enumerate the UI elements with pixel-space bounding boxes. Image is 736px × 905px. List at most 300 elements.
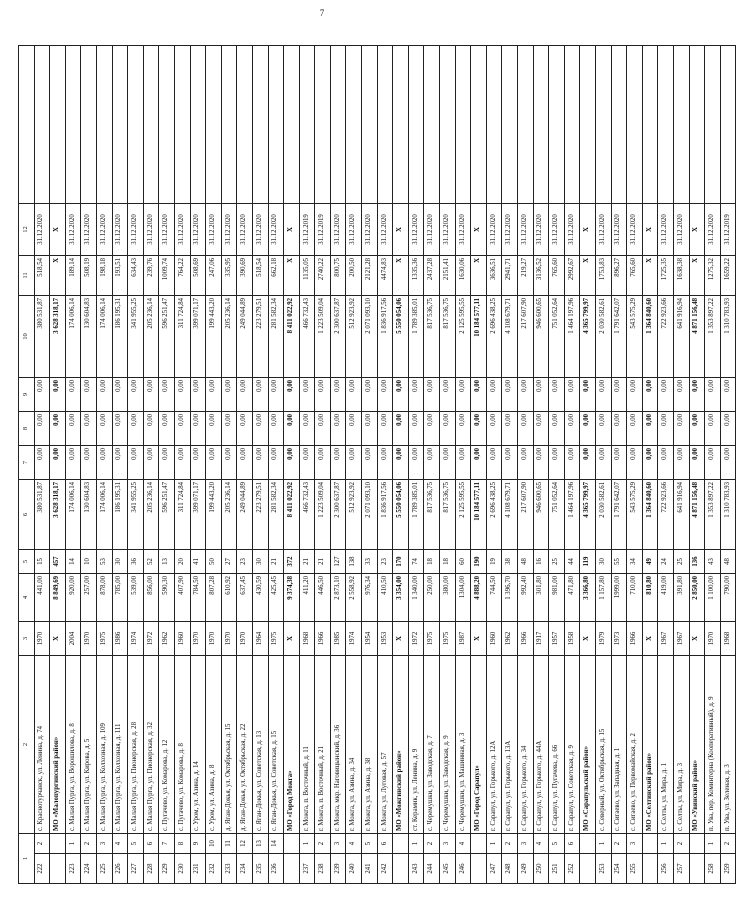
table-cell: 0,00: [658, 446, 674, 480]
table-cell: 0,00: [471, 378, 487, 412]
table-cell: 0,00: [471, 446, 487, 480]
table-cell: 0,00: [533, 378, 549, 412]
table-cell: 1985: [330, 622, 346, 656]
table-cell: 380,00: [440, 574, 456, 622]
column-number: 3: [19, 622, 35, 656]
table-cell: 3: [627, 834, 643, 854]
blank-cell: [34, 46, 50, 204]
table-cell: 38: [502, 550, 518, 574]
table-cell: 1970: [705, 622, 721, 656]
table-cell: 5: [128, 834, 144, 854]
table-cell: 31.12.2020: [533, 204, 549, 256]
table-cell: 8 411 022,92: [284, 480, 300, 550]
blank-cell: [689, 46, 705, 204]
table-cell: 10: [206, 834, 222, 854]
table-cell: 0,00: [315, 412, 331, 446]
table-row: [362, 46, 378, 884]
table-cell: 241: [362, 854, 378, 884]
table-cell: 0,00: [689, 446, 705, 480]
table-cell: 0,00: [159, 412, 175, 446]
table-cell: 2 071 093,10: [362, 296, 378, 378]
table-cell: 234: [237, 854, 253, 884]
table-cell: 0,00: [362, 446, 378, 480]
table-cell: 0,00: [143, 412, 159, 446]
table-row: [408, 46, 424, 884]
table-cell: 2 696 438,25: [486, 296, 502, 378]
table-cell: 130 604,83: [81, 296, 97, 378]
table-cell: 55: [611, 550, 627, 574]
table-cell: X: [284, 622, 300, 656]
table-cell: 1753,83: [595, 256, 611, 296]
table-cell: 30: [595, 550, 611, 574]
table-cell: 508,19: [81, 256, 97, 296]
table-cell: 0,00: [642, 446, 658, 480]
table-cell: 2992,67: [564, 256, 580, 296]
table-cell: 1960: [486, 622, 502, 656]
blank-cell: [206, 46, 222, 204]
table-cell: 1968: [720, 622, 736, 656]
blank-cell: [174, 46, 190, 204]
table-cell: 1970: [237, 622, 253, 656]
table-cell: 0,00: [518, 446, 534, 480]
table-cell: 981,00: [549, 574, 565, 622]
table-cell: [689, 854, 705, 884]
column-number: 1: [19, 834, 35, 884]
table-cell: 0,00: [362, 412, 378, 446]
table-cell: 471,80: [564, 574, 580, 622]
table-cell: 14: [268, 834, 284, 854]
table-cell: 0,00: [642, 412, 658, 446]
table-cell: 1 791 642,07: [611, 296, 627, 378]
table-cell: 1970: [221, 622, 237, 656]
table-cell: X: [642, 256, 658, 296]
table-cell: с. Малая Пурга, ул. Пионерская, д. 32: [143, 656, 159, 834]
table-cell: 16: [533, 550, 549, 574]
blank-cell: [50, 46, 66, 204]
table-cell: г. Можга, п. Восточный, д. 11: [299, 656, 315, 834]
table-cell: 258: [705, 854, 721, 884]
table-cell: с. Северный, ул. Октябрьская, д. 15: [595, 656, 611, 834]
table-cell: 0,00: [315, 378, 331, 412]
table-cell: 751 052,64: [549, 480, 565, 550]
table-cell: 1725,35: [658, 256, 674, 296]
table-cell: 0,00: [642, 378, 658, 412]
table-cell: 230: [174, 854, 190, 884]
table-cell: 0,00: [159, 446, 175, 480]
table-cell: 1966: [627, 622, 643, 656]
table-cell: 0,00: [128, 446, 144, 480]
table-cell: 1304,00: [455, 574, 471, 622]
table-cell: 31.12.2020: [81, 204, 97, 256]
table-cell: 785,00: [112, 574, 128, 622]
blank-cell: [549, 46, 565, 204]
table-cell: 1009,74: [159, 256, 175, 296]
table-cell: 2740,22: [315, 256, 331, 296]
table-cell: 1 464 197,96: [564, 480, 580, 550]
table-cell: 399 071,17: [190, 480, 206, 550]
table-cell: X: [50, 256, 66, 296]
table-cell: г. Сарапул, ул. Горького, д. 34: [518, 656, 534, 834]
table-cell: 512 923,92: [346, 296, 362, 378]
table-cell: 31.12.2020: [408, 204, 424, 256]
table-cell: 0,00: [284, 412, 300, 446]
table-cell: 7: [159, 834, 175, 854]
table-cell: 18: [440, 550, 456, 574]
table-cell: 1975: [440, 622, 456, 656]
table-cell: 186 195,31: [112, 296, 128, 378]
table-cell: 807,28: [206, 574, 222, 622]
table-cell: с. Сигаево, ул. Первомайская, д. 2: [627, 656, 643, 834]
table-cell: 14: [65, 550, 81, 574]
blank-cell: [611, 46, 627, 204]
table-cell: 0,00: [237, 412, 253, 446]
table-cell: 410,50: [377, 574, 393, 622]
table-row: [190, 46, 206, 884]
table-cell: 817 536,75: [424, 296, 440, 378]
table-cell: 430,59: [252, 574, 268, 622]
table-cell: 0,00: [128, 412, 144, 446]
table-cell: 0,00: [50, 446, 66, 480]
table-cell: 23: [377, 550, 393, 574]
table-cell: 446,50: [315, 574, 331, 622]
table-cell: 764,22: [174, 256, 190, 296]
table-cell: 0,00: [595, 412, 611, 446]
table-cell: 0,00: [330, 378, 346, 412]
table-cell: 4 871 156,48: [689, 480, 705, 550]
table-row: [268, 46, 284, 884]
table-cell: 31.12.2020: [611, 204, 627, 256]
table-cell: г. Можга, ул. Азина, д. 34: [346, 656, 362, 834]
table-cell: 0,00: [705, 378, 721, 412]
table-cell: 2941,71: [502, 256, 518, 296]
table-cell: 193,51: [112, 256, 128, 296]
table-cell: 380 531,87: [34, 296, 50, 378]
table-cell: 1960: [174, 622, 190, 656]
table-cell: 1 396,70: [502, 574, 518, 622]
table-cell: 0,00: [518, 412, 534, 446]
table-cell: 4: [346, 834, 362, 854]
blank-cell: [440, 46, 456, 204]
table-cell: 0,00: [299, 412, 315, 446]
table-cell: 1975: [96, 622, 112, 656]
table-cell: 0,00: [377, 446, 393, 480]
table-cell: 74: [408, 550, 424, 574]
blank-cell: [330, 46, 346, 204]
table-cell: 1 340,00: [408, 574, 424, 622]
table-cell: 518,54: [252, 256, 268, 296]
table-row: [112, 46, 128, 884]
table-cell: 1957: [549, 622, 565, 656]
table-cell: 2: [673, 834, 689, 854]
table-cell: 229: [159, 854, 175, 884]
table-cell: 0,00: [673, 378, 689, 412]
table-cell: 1: [65, 834, 81, 854]
table-cell: 0,00: [330, 412, 346, 446]
table-cell: 0,00: [720, 412, 736, 446]
table-cell: 9: [190, 834, 206, 854]
table-cell: 31.12.2019: [315, 204, 331, 256]
table-row: [221, 46, 237, 884]
table-cell: 2 300 637,87: [330, 480, 346, 550]
table-cell: 237: [299, 854, 315, 884]
table-cell: г. Сарапул, ул. Советская, д. 9: [564, 656, 580, 834]
table-cell: 0,00: [673, 446, 689, 480]
table-cell: 0,00: [720, 378, 736, 412]
table-cell: 0,00: [627, 412, 643, 446]
table-cell: 41: [190, 550, 206, 574]
table-cell: 1970: [206, 622, 222, 656]
table-row: [143, 46, 159, 884]
table-cell: г. Сарапул, ул. Горького, д. 13А: [502, 656, 518, 834]
table-cell: X: [471, 204, 487, 256]
table-cell: 247,06: [206, 256, 222, 296]
table-cell: 2 696 438,25: [486, 480, 502, 550]
table-cell: [393, 854, 409, 884]
table-cell: 2 850,00: [689, 574, 705, 622]
table-cell: 634,43: [128, 256, 144, 296]
table-cell: 637,45: [237, 574, 253, 622]
table-cell: 8: [174, 834, 190, 854]
table-cell: г. Сарапул, ул. Горького, д. 44А: [533, 656, 549, 834]
table-cell: 0,00: [284, 378, 300, 412]
table-cell: 1958: [564, 622, 580, 656]
table-cell: МО «Город Сарапул»: [471, 656, 487, 834]
table-row: [174, 46, 190, 884]
table-cell: 43: [705, 550, 721, 574]
table-cell: 4474,83: [377, 256, 393, 296]
table-cell: 21: [268, 550, 284, 574]
table-cell: 0,00: [252, 412, 268, 446]
table-cell: 256: [658, 854, 674, 884]
table-cell: 3: [440, 834, 456, 854]
table-cell: 301,80: [533, 574, 549, 622]
table-cell: X: [284, 256, 300, 296]
table-cell: 223: [65, 854, 81, 884]
table-cell: 2437,28: [424, 256, 440, 296]
table-cell: 2: [315, 834, 331, 854]
table-cell: 0,00: [580, 412, 596, 446]
blank-cell: [471, 46, 487, 204]
table-cell: 31.12.2020: [518, 204, 534, 256]
table-cell: 25: [549, 550, 565, 574]
table-cell: 53: [96, 550, 112, 574]
table-cell: 946 600,65: [533, 480, 549, 550]
blank-cell: [96, 46, 112, 204]
table-row: [81, 46, 97, 884]
table-cell: [284, 854, 300, 884]
table-cell: 246: [455, 854, 471, 884]
table-cell: 225: [96, 854, 112, 884]
table-cell: 21: [315, 550, 331, 574]
table-cell: 0,00: [34, 446, 50, 480]
subtotal-row: [393, 46, 409, 884]
table-cell: 0,00: [65, 412, 81, 446]
table-cell: 662,18: [268, 256, 284, 296]
table-cell: 0,00: [455, 412, 471, 446]
table-cell: 1917: [533, 622, 549, 656]
table-cell: 0,00: [112, 412, 128, 446]
table-cell: 391,80: [673, 574, 689, 622]
table-cell: 34: [627, 550, 643, 574]
table-cell: 252: [564, 854, 580, 884]
table-cell: 249 044,89: [237, 296, 253, 378]
table-cell: 31.12.2020: [673, 204, 689, 256]
table-cell: [393, 834, 409, 854]
table-cell: 27: [221, 550, 237, 574]
table-cell: 130 604,83: [81, 480, 97, 550]
table-cell: 1: [408, 834, 424, 854]
table-cell: 0,00: [393, 378, 409, 412]
table-cell: 223 279,51: [252, 296, 268, 378]
table-cell: 1 836 917,56: [377, 480, 393, 550]
table-cell: 49: [642, 550, 658, 574]
table-cell: 5 550 054,06: [393, 296, 409, 378]
table-cell: X: [642, 622, 658, 656]
blank-cell: [65, 46, 81, 204]
table-cell: с. Малая Пурга, ул. Колхозная, д. 111: [112, 656, 128, 834]
table-cell: 508,69: [190, 256, 206, 296]
table-cell: 255: [627, 854, 643, 884]
table-cell: [471, 834, 487, 854]
table-cell: 15: [34, 550, 50, 574]
table-cell: 2 558,92: [346, 574, 362, 622]
table-cell: 174 006,14: [65, 296, 81, 378]
table-cell: 0,00: [595, 378, 611, 412]
table-cell: 1979: [595, 622, 611, 656]
table-cell: 233: [221, 854, 237, 884]
subtotal-row: [642, 46, 658, 884]
table-row: [128, 46, 144, 884]
table-cell: 0,00: [346, 446, 362, 480]
table-cell: с. Пугачево, ул. Комарова, д. 8: [174, 656, 190, 834]
table-cell: 31.12.2019: [720, 204, 736, 256]
table-cell: 0,00: [440, 446, 456, 480]
table-cell: 0,00: [315, 446, 331, 480]
table-cell: 31.12.2020: [549, 204, 565, 256]
table-cell: с. Краснотурчанск, ул. Ленина, д. 74: [34, 656, 50, 834]
table-row: [34, 46, 50, 884]
table-cell: 1 836 917,56: [377, 296, 393, 378]
table-cell: 0,00: [252, 378, 268, 412]
table-cell: 0,00: [471, 412, 487, 446]
table-cell: 1659,22: [720, 256, 736, 296]
table-cell: 425,45: [268, 574, 284, 622]
table-cell: 0,00: [658, 378, 674, 412]
table-cell: 13: [252, 834, 268, 854]
table-cell: 0,00: [393, 446, 409, 480]
table-cell: 0,00: [564, 378, 580, 412]
table-cell: 281 582,34: [268, 480, 284, 550]
table-cell: 1972: [143, 622, 159, 656]
table-cell: с. Малая Пурга, ул. Кирова, д. 5: [81, 656, 97, 834]
table-cell: 1967: [673, 622, 689, 656]
table-cell: 0,00: [190, 446, 206, 480]
table-cell: 0,00: [455, 378, 471, 412]
table-cell: 0,00: [611, 378, 627, 412]
table-cell: 878,00: [96, 574, 112, 622]
table-cell: 186 195,31: [112, 480, 128, 550]
table-cell: 31.12.2020: [252, 204, 268, 256]
table-cell: 0,00: [595, 446, 611, 480]
blank-cell: [720, 46, 736, 204]
table-cell: 13: [159, 550, 175, 574]
blank-cell: [143, 46, 159, 204]
table-cell: 257,00: [81, 574, 97, 622]
column-number: 9: [19, 378, 35, 412]
table-cell: 0,00: [143, 378, 159, 412]
table-cell: 1962: [159, 622, 175, 656]
column-number: 11: [19, 256, 35, 296]
blank-cell: [112, 46, 128, 204]
table-cell: 2151,41: [440, 256, 456, 296]
table-cell: 0,00: [533, 446, 549, 480]
blank-cell: [299, 46, 315, 204]
table-cell: 3: [96, 834, 112, 854]
table-cell: 2 071 093,10: [362, 480, 378, 550]
table-cell: 259: [720, 854, 736, 884]
table-cell: 341 955,25: [128, 296, 144, 378]
table-cell: 60: [455, 550, 471, 574]
table-cell: 248: [502, 854, 518, 884]
table-row: [315, 46, 331, 884]
table-cell: 138: [346, 550, 362, 574]
table-cell: 4: [112, 834, 128, 854]
table-row: [424, 46, 440, 884]
table-cell: 2 030 582,61: [595, 296, 611, 378]
table-cell: 198,18: [96, 256, 112, 296]
table-cell: 0,00: [96, 378, 112, 412]
table-cell: 281 582,34: [268, 296, 284, 378]
blank-cell: [486, 46, 502, 204]
table-row: [486, 46, 502, 884]
table-cell: 31.12.2020: [455, 204, 471, 256]
table-cell: 31.12.2020: [268, 204, 284, 256]
table-cell: 2: [720, 834, 736, 854]
table-cell: 0,00: [518, 378, 534, 412]
table-cell: 1 364 840,60: [642, 480, 658, 550]
table-cell: 0,00: [237, 446, 253, 480]
table-cell: 920,00: [65, 574, 81, 622]
table-cell: 3136,52: [533, 256, 549, 296]
table-cell: 1630,06: [455, 256, 471, 296]
table-cell: 810,80: [642, 574, 658, 622]
table-cell: 0,00: [408, 378, 424, 412]
table-cell: 2: [611, 834, 627, 854]
table-cell: 390,69: [237, 256, 253, 296]
table-cell: 0,00: [206, 412, 222, 446]
table-cell: 751 052,64: [549, 296, 565, 378]
table-cell: 407,90: [174, 574, 190, 622]
table-cell: 0,00: [237, 378, 253, 412]
table-cell: 0,00: [502, 378, 518, 412]
table-cell: 784,50: [190, 574, 206, 622]
table-cell: 226: [112, 854, 128, 884]
table-cell: 23: [237, 550, 253, 574]
table-cell: 817 536,75: [440, 480, 456, 550]
table-cell: 372: [284, 550, 300, 574]
table-cell: 31.12.2020: [424, 204, 440, 256]
table-cell: 896,27: [611, 256, 627, 296]
table-cell: 31.12.2020: [502, 204, 518, 256]
table-cell: [642, 854, 658, 884]
blank-cell: [221, 46, 237, 204]
table-cell: [284, 834, 300, 854]
table-cell: 249 044,89: [237, 480, 253, 550]
table-cell: ст. Керамик, ул. Ленина, д. 9: [408, 656, 424, 834]
subtotal-row: [689, 46, 705, 884]
table-cell: МО «Сарапульский район»: [580, 656, 596, 834]
blank-cell: [502, 46, 518, 204]
